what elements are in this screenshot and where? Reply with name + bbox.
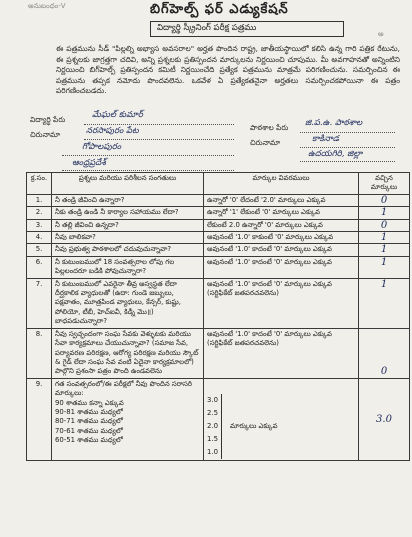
- table-row: [27, 328, 410, 378]
- range-item: 90-81 శాతము మధ్యలో: [55, 407, 123, 416]
- annexure-label: అనుబంధం-V: [28, 2, 66, 10]
- row-criteria: అవునంటే '1.0' కాదంటే '0' మార్కులు ఎక్కువ: [204, 244, 359, 256]
- address-value-6[interactable]: ఆంధ్రప్రదేశ్: [72, 158, 106, 168]
- range-item: 60-51 శాతము మధ్యలో: [55, 436, 123, 445]
- range-item: 90 శాతము కన్నా ఎక్కువ: [55, 398, 124, 407]
- scale-value: 1.5: [207, 434, 218, 443]
- table-row: [27, 219, 410, 231]
- student-name-line: [84, 124, 234, 125]
- school-name-value[interactable]: జి.ప.ఉ. పాఠశాల: [305, 118, 363, 128]
- address-value-1[interactable]: నరసాపురం పేట: [86, 126, 139, 136]
- row-number: 5.: [27, 244, 52, 256]
- row-marks[interactable]: 0: [359, 194, 410, 206]
- address-line-1: [84, 139, 234, 140]
- header-serial: క్ర.సం.: [27, 173, 52, 195]
- address-line-3: [62, 170, 234, 171]
- corner-mark: అ: [378, 30, 384, 38]
- row-number: 8.: [27, 328, 52, 378]
- row-question-block: [52, 378, 204, 460]
- scale-value: 1.0: [207, 447, 218, 456]
- row-criteria: అవునంటే '1.0' కాదంటే '0' మార్కులు ఎక్కువ (సర్టిఫికేట్ జతపరచవలెను): [204, 278, 359, 328]
- table-row: [27, 194, 410, 206]
- screening-table: [26, 172, 410, 461]
- row-criteria: అవునంటే '1.0' కాకుంటే '0' మార్కులు ఎక్కువ: [204, 232, 359, 244]
- form-title: బిగ్‌హెల్ప్ ఫర్ ఎడ్యుకేషన్: [150, 2, 289, 17]
- instructions-paragraph: ఈ పత్రమును సీడ్ "పిల్లల్ని అభ్యాస అవసరాల" అర్హత పొందిన రాష్ట్ర, జాతీయస్థాయిలో కలిసి ఉన్న గారి పత్రిక రేటును, ఈ ప్రశ్నలకు జాగ్రత్తగా చదివి, అన్ని ప్రశ్నలకు ప్రతిస్పందన మార్కులను నిర్ణయించి చూపుము. మీ అవగాహనతో అన్నింటిని నిర్ణయించి బిగ్‌హెల్ప్ ప్రతిస్పందన కమిటీ నిర్ణయించేది ప్రత్యేక పత్రమును మాత్రమే పరిగణించును. సమర్పించిన ఈ పత్రమును తప్పక నమోదు పొందవలెను. ఒకవేళ ఏ ప్రత్యేకతనైనా అర్హతలు సమర్పించకపోయినా ఈ పత్రం పరిగణించబడదు.: [56, 44, 400, 96]
- student-name-value[interactable]: మేఘల్ కుమార్: [92, 110, 143, 120]
- row-criteria-scale: [204, 378, 359, 460]
- row-criteria: ఉన్నారో '0' లేదంటే '2.0' మార్కులు ఎక్కువ: [204, 194, 359, 206]
- row-criteria: ఉన్నారో '1' లేకుంటే '0' మార్కులు ఎక్కువ: [204, 207, 359, 219]
- row-marks[interactable]: 1: [359, 278, 410, 328]
- school-address-line: [300, 147, 395, 148]
- row-number: 9.: [27, 378, 52, 460]
- row-marks[interactable]: 0: [359, 219, 410, 231]
- row-number: 3.: [27, 219, 52, 231]
- table-row: [27, 232, 410, 244]
- row-criteria: లేకుంటే 2.0 ఉన్నారో '0' మార్కులు ఎక్కువ: [204, 219, 359, 231]
- row-criteria: అవునంటే '1.0' కాదంటే '0' మార్కులు ఎక్కువ: [204, 256, 359, 278]
- row-marks[interactable]: 0: [359, 328, 410, 378]
- school-name-label: పాఠశాల పేరు: [250, 123, 289, 132]
- student-name-label: విద్యార్థి పేరు: [30, 115, 66, 124]
- scale-value: 2.5: [207, 408, 218, 417]
- row-marks[interactable]: 1: [359, 207, 410, 219]
- address-value-3[interactable]: గోపాలపురం: [82, 142, 122, 152]
- row-question: నీవు స్వచ్ఛందంగా సంఘ సేవకు వెళ్ళుటకు మరియు సేవా కార్యక్రమాలు చేయుచున్నావా? (సమాజ సేవ, పర్యావరణ పరిరక్షణ, ఆరోగ్య పరిరక్షణ మరియు స్కౌట్ & గైడ్ లేదా సంఘ సేవ వంటి ఏదైనా కార్యక్రమాలలో) పాల్గొని ప్రశంసా పత్రం పొంది ఉండవలెను: [52, 328, 204, 378]
- address-label: చిరునామా: [30, 130, 61, 139]
- district-line: [300, 161, 395, 162]
- row-marks[interactable]: 3.0: [359, 378, 410, 460]
- scale-note: మార్కులు ఎక్కువ: [229, 421, 278, 430]
- table-row: [27, 207, 410, 219]
- address-value-5[interactable]: ఉదయగిరి, జిల్లా: [308, 149, 363, 159]
- row-number: 4.: [27, 232, 52, 244]
- row-question: నీ కుటుంబములో 18 సంవత్సరాల లోపు గల పిల్లలందరూ బడికి పోవుచున్నారా?: [52, 256, 204, 278]
- address-value-4[interactable]: కాకినాడ: [312, 134, 339, 144]
- row-question: నీకు తండ్రి ఉండి నీ కార్యాల సహాయము లేదా?: [52, 207, 204, 219]
- school-name-line: [300, 132, 395, 133]
- range-item: 70-61 శాతము మధ్యలో: [55, 426, 123, 435]
- row-question: గత సంవత్సరంలో/ఈ పరీక్షలో నీవు పొందిన సరాసరి మార్కులు:: [55, 379, 192, 398]
- row-question: నీవు బాలికవా?: [52, 232, 204, 244]
- row-number: 1.: [27, 194, 52, 206]
- table-row: [27, 278, 410, 328]
- row-number: 6.: [27, 256, 52, 278]
- row-marks[interactable]: 1: [359, 256, 410, 278]
- score-scale: [207, 394, 222, 459]
- range-item: 80-71 శాతము మధ్యలో: [55, 417, 123, 426]
- row-question: నీ తల్లి జీవించి ఉన్నదా?: [52, 219, 204, 231]
- row-criteria: అవునంటే '1.0' కాదంటే '0' మార్కులు ఎక్కువ (సర్టిఫికేట్ జతపరచవలెను): [204, 328, 359, 378]
- header-question: ప్రశ్నలు మరియు పరిశీలన సంగతులు: [52, 173, 204, 195]
- scale-value: 2.0: [207, 421, 218, 430]
- table-row: [27, 256, 410, 278]
- row-number: 2.: [27, 207, 52, 219]
- form-subtitle: విద్యార్థి స్క్రీనింగ్ పరీక్ష పత్రము: [150, 21, 344, 37]
- table-row: [27, 378, 410, 460]
- row-question: నీవు ప్రభుత్వ పాఠశాలలో చదువుచున్నావా?: [52, 244, 204, 256]
- school-address-label: చిరునామా: [250, 138, 281, 147]
- row-marks[interactable]: 1: [359, 232, 410, 244]
- address-line-2: [62, 155, 234, 156]
- header-marks: వచ్చిన మార్కులు: [359, 173, 410, 195]
- row-question: నీ తండ్రి జీవించి ఉన్నారా?: [52, 194, 204, 206]
- table-header-row: [27, 173, 410, 195]
- scale-value: 3.0: [207, 395, 218, 404]
- table-row: [27, 244, 410, 256]
- header-criteria: మార్కుల వివరములు: [204, 173, 359, 195]
- row-number: 7.: [27, 278, 52, 328]
- row-marks[interactable]: 1: [359, 244, 410, 256]
- row-question: నీ కుటుంబములో ఎవరైనా తీవ్ర అస్వస్థత లేదా దీర్ఘకాలిక వ్యాధులతో (ఉదా: గుండె జబ్బులు, పక్షవాతం, మూత్రపిండ వ్యాధులు, కేన్సర్, కుష్టు, పోలియో, టీబీ, హెచ్‌ఐవీ, కిడ్నీ మొ॥) బాధపడుచున్నారా?: [52, 278, 204, 328]
